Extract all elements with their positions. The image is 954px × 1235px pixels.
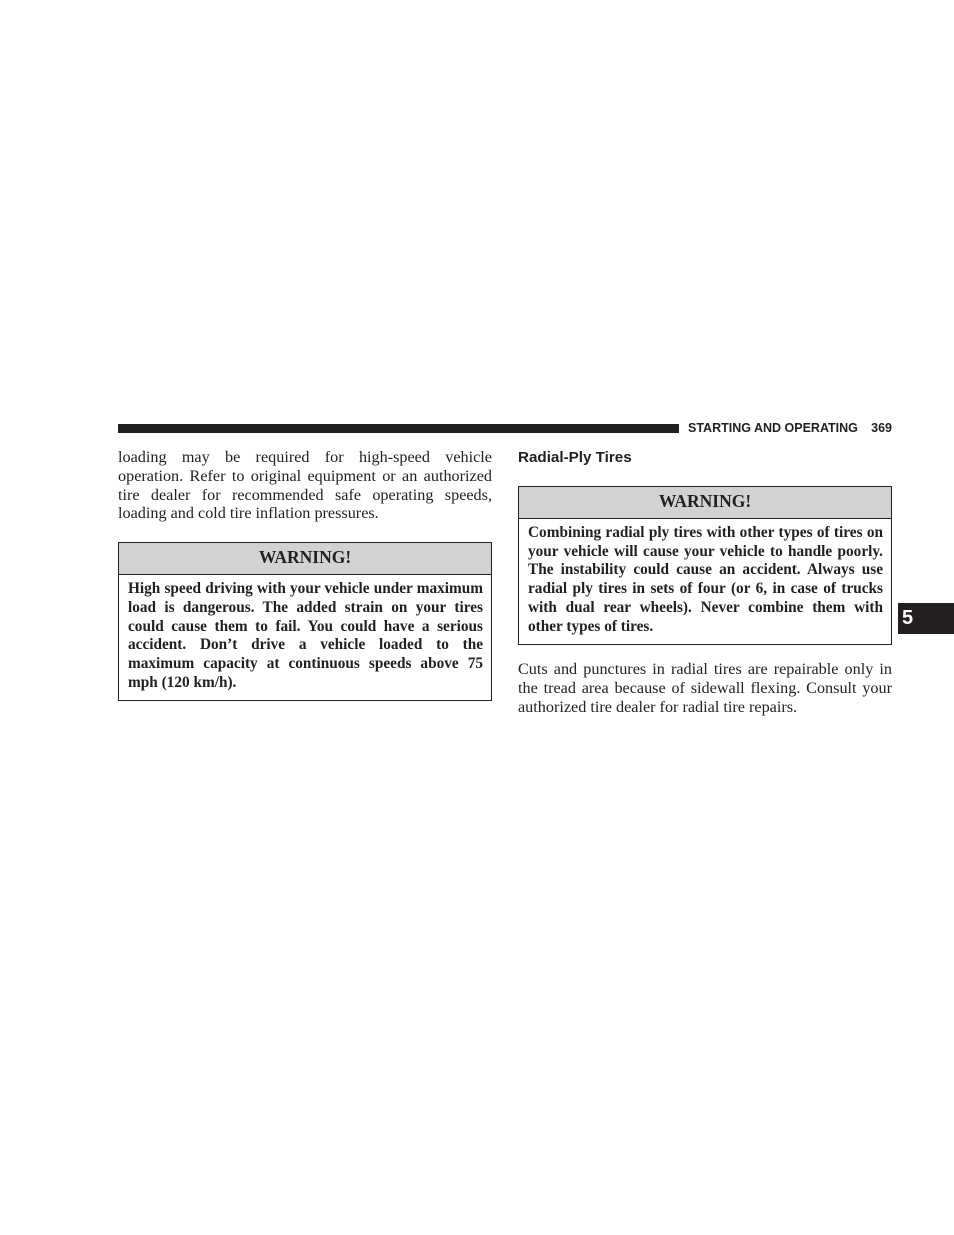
running-header [688, 419, 892, 437]
closing-paragraph: Cuts and punctures in radial tires are repairable only in the tread area because of sidewall flexing. Consult your authorized tire dealer for radial tire repairs. [518, 660, 892, 716]
header-rule [118, 424, 679, 433]
radial-ply-warning-box [518, 486, 892, 645]
page-number: 369 [871, 421, 892, 435]
warning-body: Combining radial ply tires with other types of tires on your vehicle will cause your vehicle to handle poorly. The instability could cause an accident. Always use radial ply tires in sets of four (or 6, in case of trucks with dual rear wheels). Never combine them with other types of tires. [528, 524, 883, 635]
right-column [518, 448, 892, 717]
warning-body: High speed driving with your vehicle under maximum load is dangerous. The added strain on your tires could cause them to fail. You could have a serious accident. Don’t drive a vehicle loaded to the maximum capacity at continuous speeds above 75 mph (120 km/h). [128, 580, 483, 691]
left-column [118, 448, 492, 701]
section-heading: Radial-Ply Tires [518, 449, 632, 466]
warning-title: WARNING! [119, 543, 491, 575]
warning-title: WARNING! [519, 487, 891, 519]
high-speed-warning-box [118, 542, 492, 701]
section-title: STARTING AND OPERATING [688, 421, 858, 435]
intro-paragraph: loading may be required for high-speed vehicle operation. Refer to original equipment or an authorized tire dealer for recommended safe operating speeds, loading and cold tire inflation pressures. [118, 448, 492, 523]
chapter-tab: 5 [898, 603, 954, 634]
